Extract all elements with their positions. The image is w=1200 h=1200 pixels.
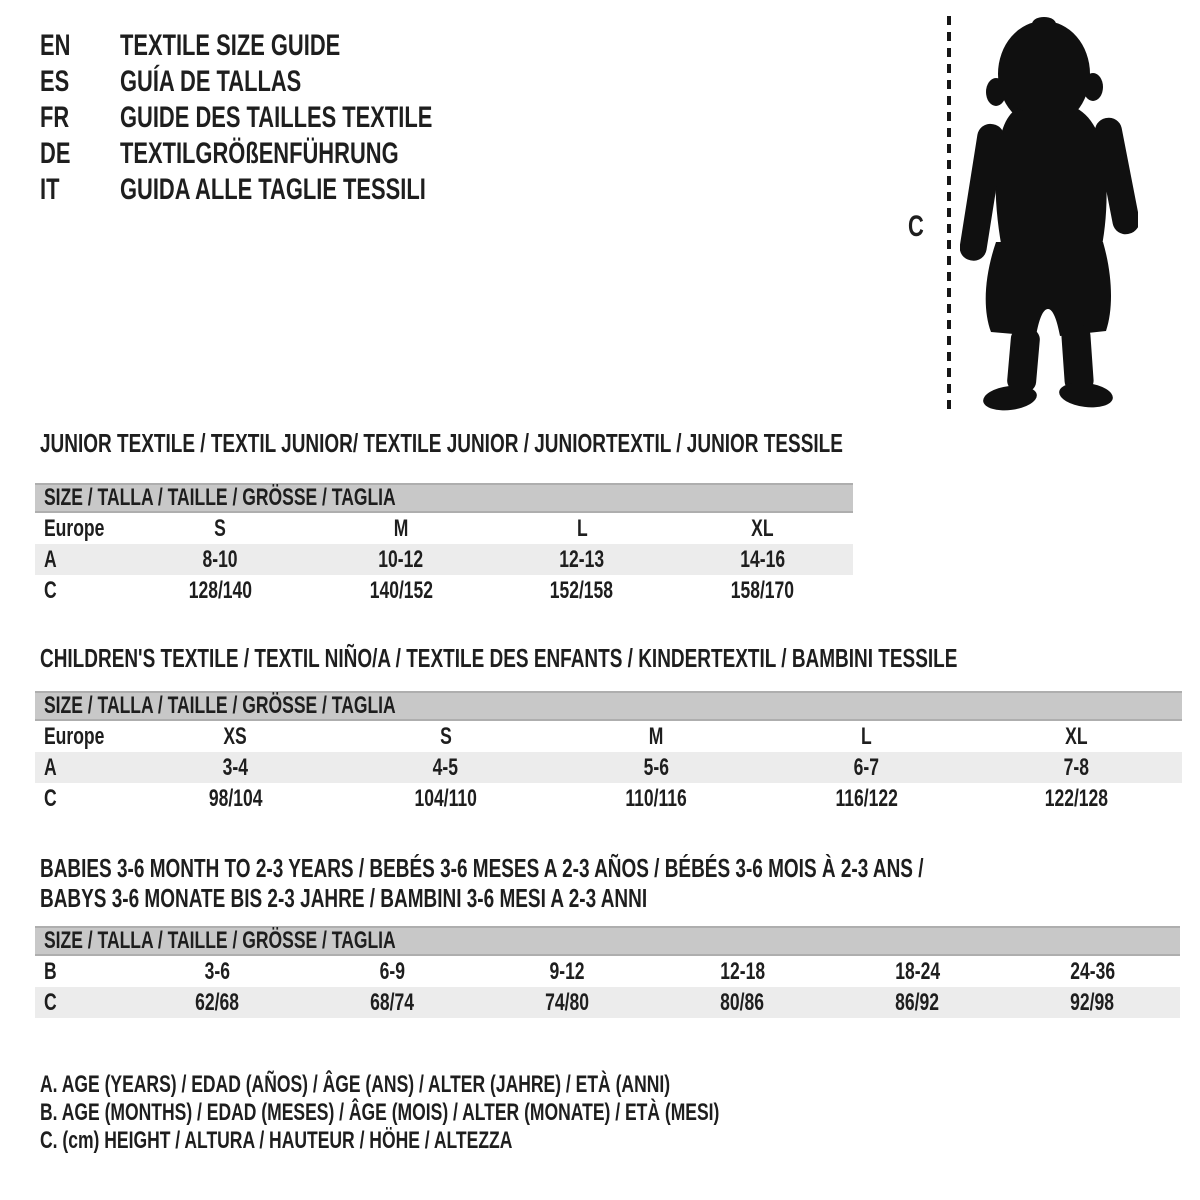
language-header — [40, 28, 548, 208]
cell-value: 140/152 — [369, 576, 433, 604]
row-label: C — [44, 576, 57, 604]
cell-value: 122/128 — [1045, 784, 1109, 812]
cell-value: 6-9 — [379, 957, 406, 985]
row-label: B — [44, 957, 57, 985]
footnote-a: A. AGE (YEARS) / EDAD (AÑOS) / ÂGE (ANS) / ALTER (JAHRE) / ETÀ (ANNI) — [40, 1071, 671, 1098]
cell-value: L — [576, 514, 588, 542]
cell-value: 110/116 — [625, 784, 687, 812]
cell-value: 7-8 — [1064, 753, 1090, 781]
cell-value: 9-12 — [549, 957, 586, 985]
cell-value: XL — [751, 514, 774, 542]
cell-value: 18-24 — [895, 957, 940, 985]
footnote-c: C. (cm) HEIGHT / ALTURA / HAUTEUR / HÖHE / ALTEZZA — [40, 1127, 513, 1154]
cell-value: 116/122 — [835, 784, 898, 812]
children-size-table — [35, 691, 1182, 814]
cell-value: 92/98 — [1070, 988, 1115, 1016]
babies-table-header: SIZE / TALLA / TAILLE / GRÖSSE / TAGLIA — [44, 927, 396, 954]
height-measure-line — [947, 16, 951, 416]
lang-row-es — [40, 64, 548, 100]
cell-value: XS — [223, 722, 247, 750]
cell-value: 104/110 — [414, 784, 477, 812]
toddler-silhouette-icon — [960, 12, 1138, 416]
lang-row-de — [40, 136, 548, 172]
table-row — [35, 752, 1182, 783]
table-row — [35, 513, 853, 544]
lang-code-fr: FR — [40, 101, 70, 134]
cell-value: 10-12 — [378, 545, 424, 573]
cell-value: 8-10 — [202, 545, 238, 573]
junior-table-header: SIZE / TALLA / TAILLE / GRÖSSE / TAGLIA — [44, 484, 396, 511]
row-label: Europe — [44, 722, 105, 750]
lang-code-es: ES — [40, 65, 70, 98]
table-row — [35, 956, 1180, 987]
table-row — [35, 987, 1180, 1018]
lang-label-es: GUÍA DE TALLAS — [120, 65, 302, 98]
cell-value: 14-16 — [740, 545, 786, 573]
lang-label-fr: GUIDE DES TAILLES TEXTILE — [120, 101, 433, 134]
junior-section-title: JUNIOR TEXTILE / TEXTIL JUNIOR/ TEXTILE JUNIOR / JUNIORTEXTIL / JUNIOR TESSILE — [40, 428, 843, 458]
cell-value: 152/158 — [550, 576, 614, 604]
cell-value: S — [214, 514, 227, 542]
junior-size-table — [35, 483, 853, 606]
cell-value: 3-6 — [204, 957, 231, 985]
cell-value: 24-36 — [1070, 957, 1115, 985]
babies-section-title-line2: BABYS 3-6 MONATE BIS 2-3 JAHRE / BAMBINI 3-6 MESI A 2-3 ANNI — [40, 883, 648, 913]
cell-value: 86/92 — [895, 988, 940, 1016]
cell-value: 6-7 — [853, 753, 880, 781]
cell-value: 12-13 — [559, 545, 605, 573]
cell-value: XL — [1065, 722, 1089, 750]
lang-label-de: TEXTILGRÖßENFÜHRUNG — [120, 137, 399, 170]
lang-label-it: GUIDA ALLE TAGLIE TESSILI — [120, 173, 426, 206]
cell-value: S — [439, 722, 452, 750]
cell-value: M — [648, 722, 664, 750]
babies-size-table — [35, 926, 1180, 1018]
cell-value: 98/104 — [208, 784, 262, 812]
row-label: C — [44, 988, 57, 1016]
row-label: Europe — [44, 514, 105, 542]
cell-value: 4-5 — [432, 753, 459, 781]
cell-value: 128/140 — [188, 576, 253, 604]
cell-value: 80/86 — [720, 988, 765, 1016]
lang-row-fr — [40, 100, 548, 136]
lang-label-en: TEXTILE SIZE GUIDE — [120, 29, 341, 62]
row-label: A — [44, 545, 57, 573]
cell-value: 12-18 — [720, 957, 765, 985]
table-row — [35, 575, 853, 606]
cell-value: 68/74 — [370, 988, 415, 1016]
lang-row-it — [40, 172, 548, 208]
children-section-title: CHILDREN'S TEXTILE / TEXTIL NIÑO/A / TEXTILE DES ENFANTS / KINDERTEXTIL / BAMBINI TESSILE — [40, 643, 958, 673]
children-table-header: SIZE / TALLA / TAILLE / GRÖSSE / TAGLIA — [44, 692, 396, 719]
table-row — [35, 783, 1182, 814]
cell-value: 5-6 — [643, 753, 669, 781]
cell-value: M — [393, 514, 409, 542]
cell-value: 3-4 — [222, 753, 248, 781]
cell-value: L — [861, 722, 872, 750]
lang-code-it: IT — [40, 173, 60, 206]
babies-section-title-line1: BABIES 3-6 MONTH TO 2-3 YEARS / BEBÉS 3-6 MESES A 2-3 AÑOS / BÉBÉS 3-6 MOIS À 2-3 ANS / — [40, 853, 924, 883]
cell-value: 158/170 — [730, 576, 795, 604]
footnotes — [40, 1071, 971, 1155]
lang-code-en: EN — [40, 29, 71, 62]
lang-row-en — [40, 28, 548, 64]
row-label: A — [44, 753, 57, 781]
table-row — [35, 544, 853, 575]
row-label: C — [44, 784, 57, 812]
cell-value: 74/80 — [545, 988, 590, 1016]
table-row — [35, 721, 1182, 752]
footnote-b: B. AGE (MONTHS) / EDAD (MESES) / ÂGE (MOIS) / ALTER (MONATE) / ETÀ (MESI) — [40, 1099, 720, 1126]
lang-code-de: DE — [40, 137, 71, 170]
cell-value: 62/68 — [195, 988, 240, 1016]
height-measure-label: C — [908, 210, 924, 243]
